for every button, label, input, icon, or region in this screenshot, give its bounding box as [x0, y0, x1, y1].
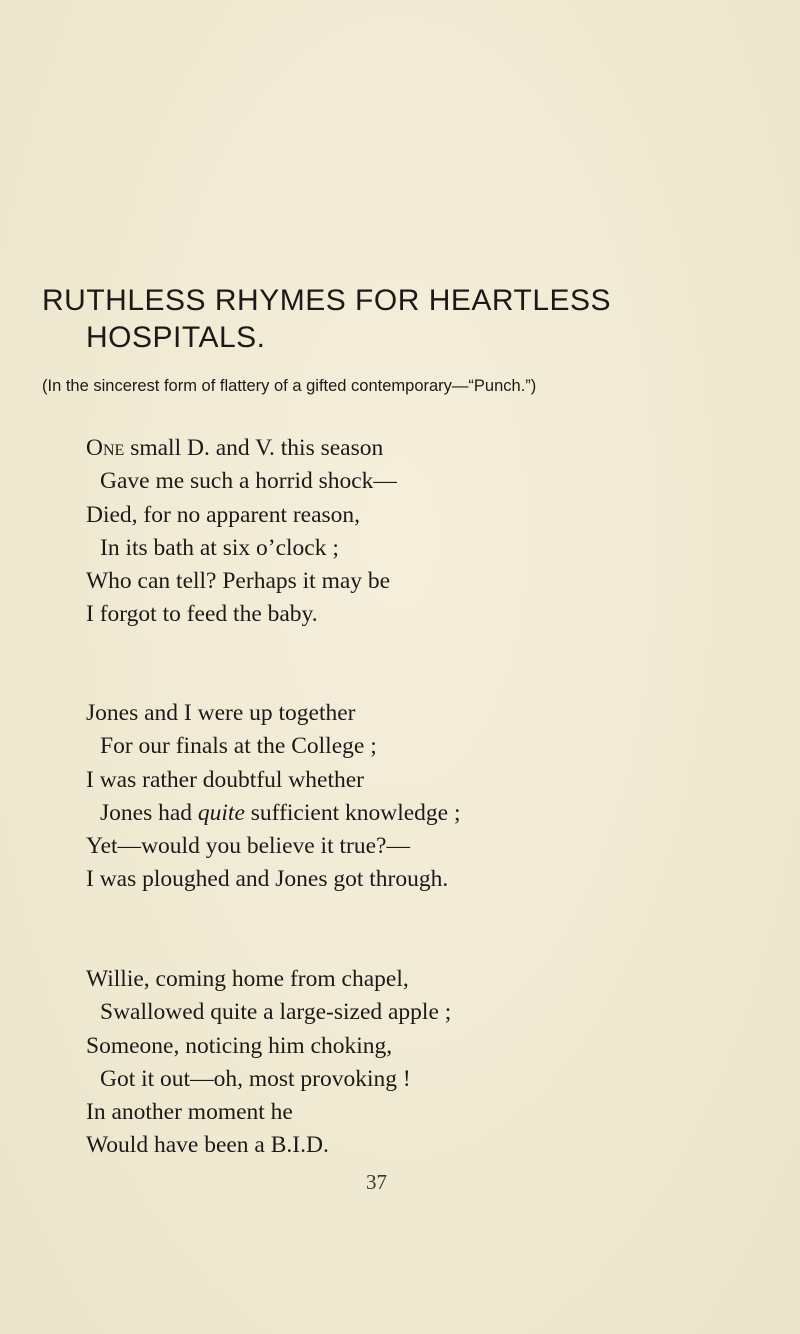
poem-line: Got it out—oh, most provoking !: [100, 1065, 411, 1092]
page-title: [42, 282, 762, 356]
opening-word: One: [86, 435, 125, 461]
title-line-1: RUTHLESS RHYMES FOR HEARTLESS: [42, 284, 612, 317]
poem-line: Willie, coming home from chapel,: [86, 966, 409, 992]
emphasized-word: quite: [197, 799, 245, 826]
line-text: Jones had: [100, 799, 198, 826]
poem-line: Died, for no apparent reason,: [86, 501, 361, 528]
poem-line: [86, 797, 776, 830]
title-line-2: HOSPITALS.: [86, 321, 266, 354]
poem-line: Who can tell? Perhaps it may be: [86, 568, 391, 595]
poem-line: Gave me such a horrid shock—: [100, 468, 397, 495]
stanza-3: [86, 963, 776, 1163]
poem-line: Someone, noticing him choking,: [86, 1032, 393, 1059]
poem-line: Swallowed quite a large-sized apple ;: [100, 999, 452, 1026]
poem-line: I was rather doubtful whether: [86, 766, 364, 793]
stanza-1: [86, 432, 776, 632]
stanza-2: [86, 697, 776, 897]
poem-line: I forgot to feed the baby.: [86, 601, 318, 628]
line-text: sufficient knowledge ;: [244, 799, 461, 826]
poem-line: I was ploughed and Jones got through.: [86, 866, 449, 893]
line-text: small D. and V. this season: [124, 435, 384, 461]
poem-line: [86, 432, 776, 465]
poem-line: Would have been a B.I.D.: [86, 1132, 329, 1159]
poem-line: For our finals at the College ;: [100, 733, 377, 760]
page-number: 37: [366, 1170, 387, 1194]
poem-line: In its bath at six o’clock ;: [100, 534, 339, 561]
poem-line: In another moment he: [86, 1099, 293, 1126]
poem-line: Jones and I were up together: [86, 700, 356, 726]
poem-line: Yet—would you believe it true?—: [86, 833, 410, 860]
subtitle: (In the sincerest form of flattery of a gifted contemporary—“Punch.”): [42, 377, 537, 395]
